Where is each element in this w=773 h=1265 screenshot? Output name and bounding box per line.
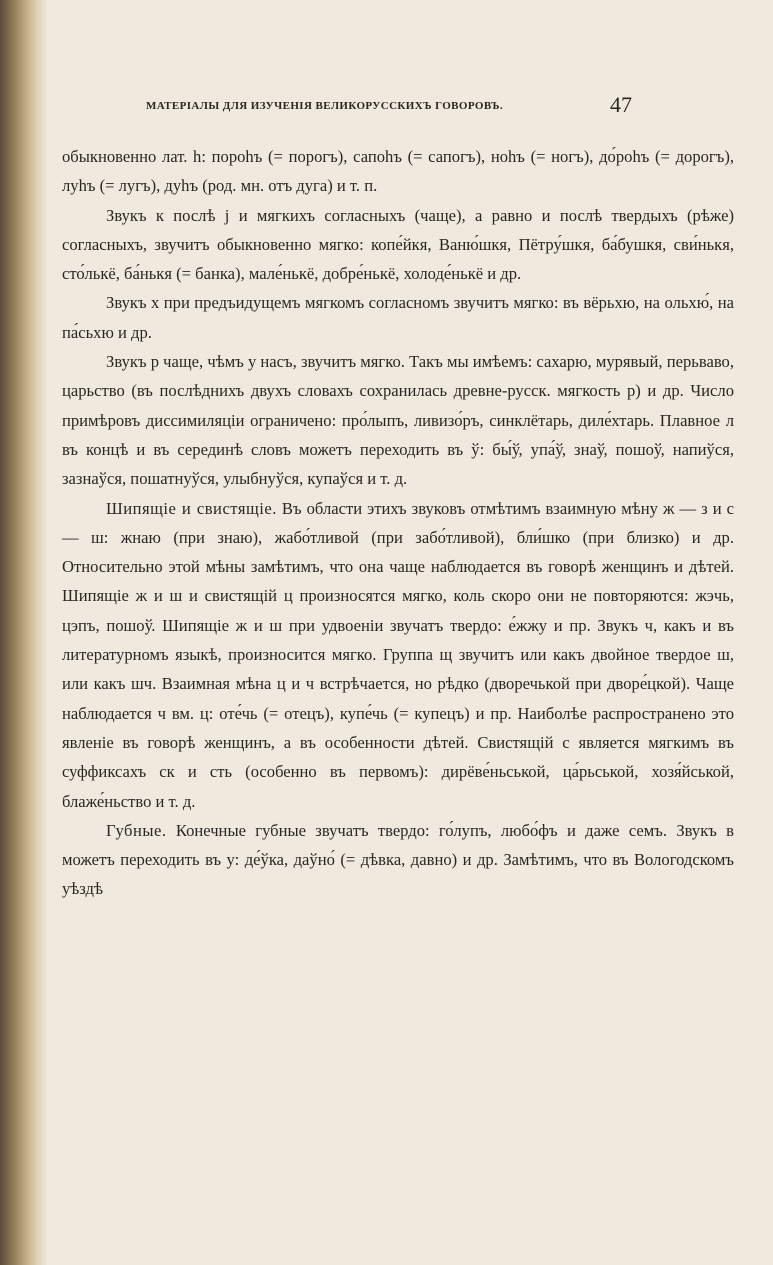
paragraph [62, 816, 734, 904]
paragraph [62, 201, 734, 289]
paragraph-text: Звукъ х при предъидущемъ мягкомъ согласномъ звучитъ мягко: въ вёрьхю, на ольхю́, на па́сьхю и др. [62, 293, 734, 342]
paragraph [62, 494, 734, 816]
paragraph-text: обыкновенно лат. h: пороhъ (= порогъ), сапоhъ (= сапогъ), ноhъ (= ногъ), до́роhъ (= дорогъ), луhъ (= лугъ), дуhъ (род. мн. отъ дуга) и т. п. [62, 147, 734, 196]
page-number: 47 [610, 92, 632, 117]
running-header: МАТЕРІАЛЫ ДЛЯ ИЗУЧЕНІЯ ВЕЛИКОРУССКИХЪ ГОВОРОВЪ. [146, 100, 503, 112]
section-heading-sibilants: Шипящіе и свистящіе. [106, 498, 277, 518]
paragraph [62, 288, 734, 347]
paragraph-text: Звукъ р чаще, чѣмъ у насъ, звучитъ мягко. Такъ мы имѣемъ: сахарю, мурявый, перьваво, царьство (въ послѣднихъ двухъ словахъ сохранилась древне-русск. мягкость р) и др. Число примѣровъ диссимиляціи ограничено: про́лыпъ, ливизо́ръ, синклётарь, диле́хтарь. Плавное л въ концѣ и въ серединѣ словъ можетъ переходить въ ў: бы́ў, упа́ў, знаў, пошоў, напиўся, зазнаўся, пошатнуўся, улыбнуўся, купаўся и т. д. [62, 352, 734, 489]
paragraph-text: Въ области этихъ звуковъ отмѣтимъ взаимную мѣну ж — з и с — ш: жнаю (при знаю), жабо́тливой (при забо́тливой), бли́шко (при близко) и др. Относительно этой мѣны замѣтимъ, что она чаще наблюдается въ говорѣ женщинъ и дѣтей. Шипящіе ж и ш и свистящій ц произносятся мягко, коль скоро они не повторяются: жэчь, цэпъ, пошоў. Шипящіе ж и ш при удвоеніи звучатъ твердо: е́жжу и пр. Звукъ ч, какъ и въ литературномъ языкѣ, произносится мягко. Группа щ звучитъ или какъ двойное твердое ш, или какъ шч. Взаимная мѣна ц и ч встрѣчается, но рѣдко (дворечькой при дворе́цкой). Чаще наблюдается ч вм. ц: оте́чь (= отецъ), купе́чь (= купецъ) и пр. Наиболѣе распространено это явленіе въ говорѣ женщинъ, а въ особенности дѣтей. Свистящій с является мягкимъ въ суффиксахъ ск и сть (особенно въ первомъ): дирёве́ньськой, ца́рьськой, хозя́йськой, блаже́ньство и т. д. [62, 498, 734, 811]
paragraph-text: Звукъ к послѣ j и мягкихъ согласныхъ (чаще), а равно и послѣ твердыхъ (рѣже) согласныхъ, звучитъ обыкновенно мягко: копе́йкя, Ваню́шкя, Пётру́шкя, ба́бушкя, сви́нькя, сто́лькё, ба́нькя (= банка), мале́нькё, добре́нькё, холоде́нькё и др. [62, 205, 734, 284]
section-heading-labials: Губные. [106, 820, 167, 840]
book-spine-shadow [0, 0, 46, 1265]
body-text [62, 142, 734, 904]
paragraph [62, 142, 734, 201]
paragraph-text: Конечные губные звучатъ твердо: го́лупъ, любо́фъ и даже семъ. Звукъ в можетъ переходить въ у: де́ўка, даўно́ (= дѣвка, давно) и др. Замѣтимъ, что въ Вологодскомъ уѣздѣ [62, 820, 734, 899]
paragraph [62, 347, 734, 493]
